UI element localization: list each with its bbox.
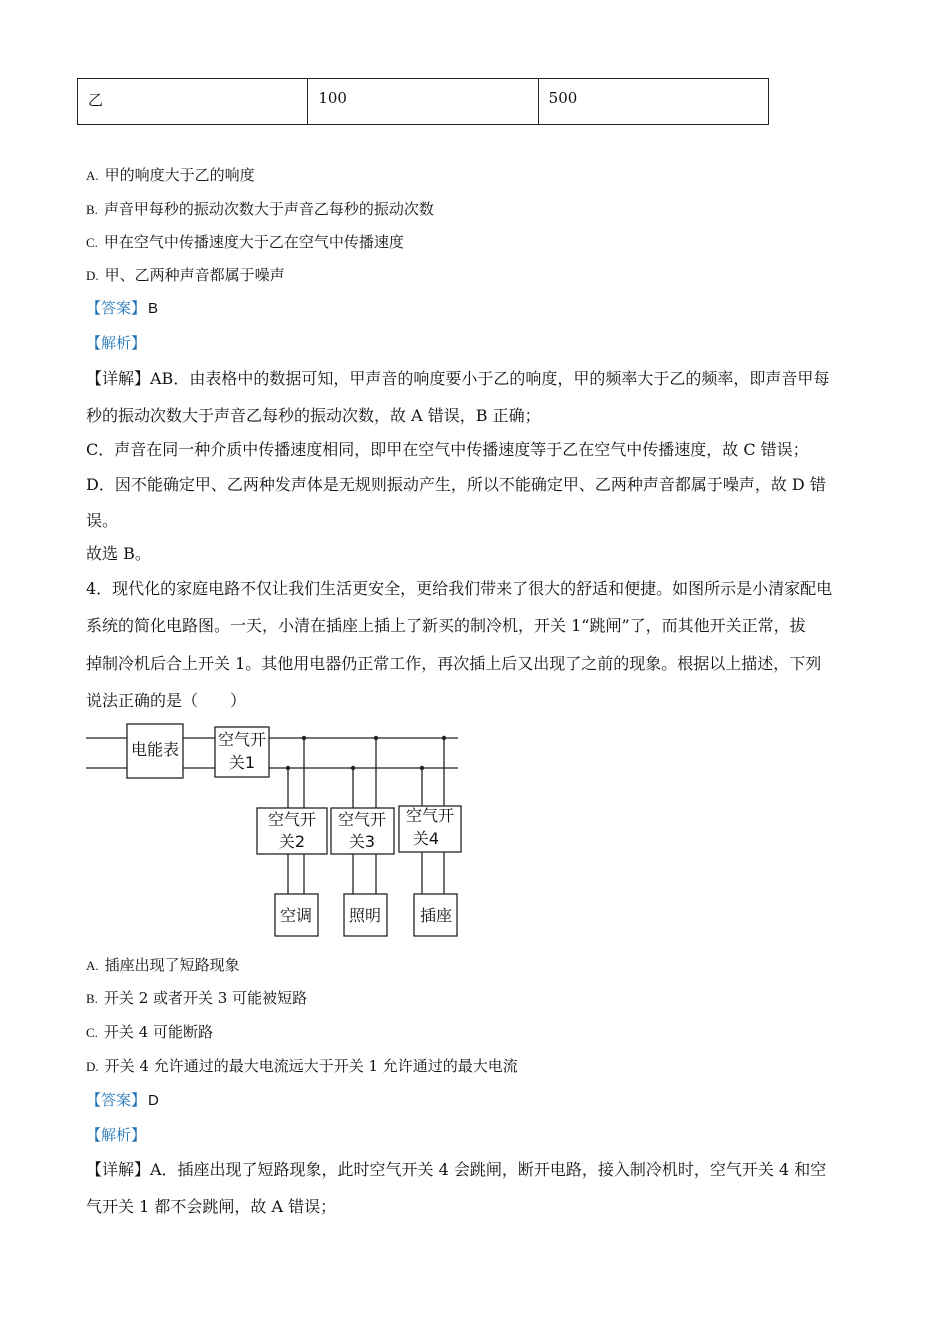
svg-text:空气开: 空气开 [217, 730, 267, 749]
svg-text:空气开: 空气开 [337, 810, 387, 829]
svg-text:空气开: 空气开 [267, 810, 317, 829]
q4-detail-line: 气开关 1 都不会跳闸，故 A 错误； [86, 1197, 337, 1216]
q3-analysis-tag: 【解析】 [86, 334, 147, 352]
junction-dot [442, 736, 446, 740]
q4-answer: 【答案】 D [86, 1091, 159, 1109]
junction-dot [351, 766, 355, 770]
q3-detail-line: C．声音在同一种介质中传播速度相同，即甲在空气中传播速度等于乙在空气中传播速度，故 C 错误； [86, 440, 809, 459]
junction-dot [420, 766, 424, 770]
q4-option-a: A. 插座出现了短路现象 [86, 956, 240, 974]
q4-analysis-tag: 【解析】 [86, 1126, 147, 1144]
junction-dot [374, 736, 378, 740]
table-cell-col2: 100 [308, 79, 538, 124]
q4-stem-line: 说法正确的是（ ） [86, 691, 247, 710]
junction-dot [302, 736, 306, 740]
q3-option-c: C. 甲在空气中传播速度大于乙在空气中传播速度 [86, 233, 404, 251]
q3-option-b: B. 声音甲每秒的振动次数大于声音乙每秒的振动次数 [86, 200, 434, 218]
svg-text:关2: 关2 [278, 832, 306, 851]
q3-option-a: A. 甲的响度大于乙的响度 [86, 166, 255, 184]
q3-detail-line: D．因不能确定甲、乙两种发声体是无规则振动产生，所以不能确定甲、乙两种声音都属于噪声，故 D 错 [86, 475, 826, 494]
svg-text:关1: 关1 [228, 753, 256, 772]
q3-detail-line: 误。 [86, 511, 119, 530]
q4-detail-line: 【详解】A．插座出现了短路现象，此时空气开关 4 会跳闸，断开电路，接入制冷机时，空气开关 4 和空 [86, 1160, 827, 1179]
table-cell-label: 乙 [78, 79, 308, 124]
q4-option-b: B. 开关 2 或者开关 3 可能被短路 [86, 989, 308, 1007]
q3-detail-line: 秒的振动次数大于声音乙每秒的振动次数，故 A 错误，B 正确； [86, 406, 541, 425]
q4-stem-line: 4．现代化的家庭电路不仅让我们生活更安全，更给我们带来了很大的舒适和便捷。如图所示是小清家配电 [86, 579, 833, 598]
load-aircon-label: 空调 [279, 906, 313, 925]
q3-answer: 【答案】 B [86, 299, 159, 317]
meter-label: 电能表 [130, 740, 180, 759]
svg-text:关4: 关4 [412, 829, 440, 848]
q4-option-c: C. 开关 4 可能断路 [86, 1023, 214, 1041]
junction-dot [286, 766, 290, 770]
q4-option-d: D. 开关 4 允许通过的最大电流远大于开关 1 允许通过的最大电流 [86, 1057, 518, 1075]
q3-detail-line: 【详解】AB．由表格中的数据可知，甲声音的响度要小于乙的响度，甲的频率大于乙的频率，即声音甲每 [86, 369, 830, 388]
circuit-diagram [86, 722, 466, 944]
q4-stem-line: 掉制冷机后合上开关 1。其他用电器仍正常工作，再次插上后又出现了之前的现象。根据以上描述，下列 [86, 654, 822, 673]
data-table-row [77, 78, 769, 125]
table-cell-col3: 500 [548, 89, 578, 107]
load-socket-label: 插座 [419, 906, 453, 925]
load-lighting-label: 照明 [348, 906, 382, 925]
q4-stem-line: 系统的简化电路图。一天，小清在插座上插上了新买的制冷机，开关 1“跳闸”了，而其他开关正常，拔 [86, 616, 806, 635]
svg-text:关3: 关3 [348, 832, 376, 851]
q3-detail-line: 故选 B。 [86, 544, 151, 563]
q3-option-d: D. 甲、乙两种声音都属于噪声 [86, 266, 285, 284]
svg-text:空气开: 空气开 [405, 806, 455, 825]
